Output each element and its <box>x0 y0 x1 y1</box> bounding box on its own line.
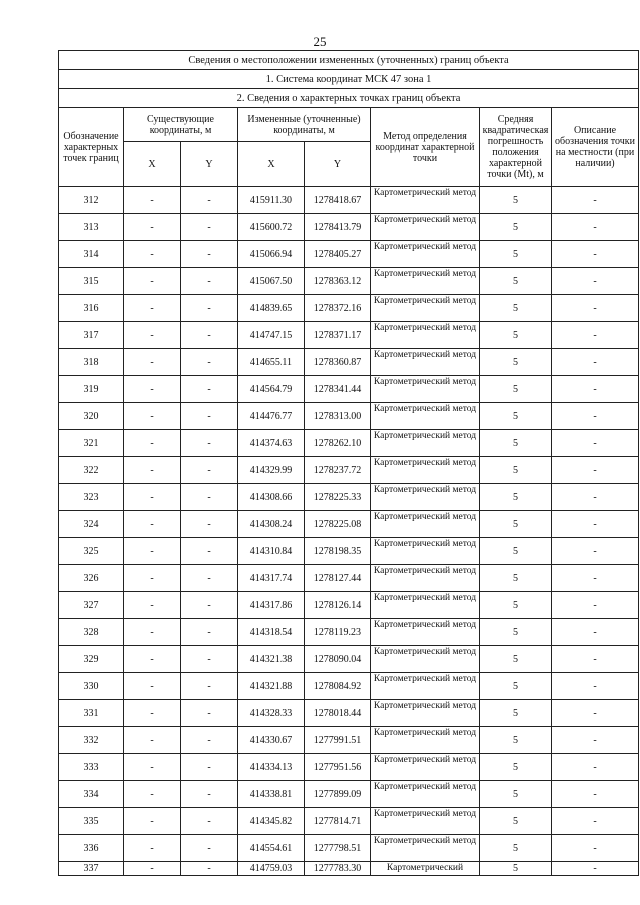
cell-description: - <box>552 808 639 835</box>
cell-description: - <box>552 619 639 646</box>
section-title: 2. Сведения о характерных точках границ объекта <box>59 89 639 108</box>
cell-point-id: 316 <box>59 295 124 322</box>
cell-mean-error: 5 <box>480 727 552 754</box>
cell-mean-error: 5 <box>480 565 552 592</box>
cell-point-id: 331 <box>59 700 124 727</box>
cell-existing-y: - <box>181 511 238 538</box>
table-row <box>59 619 639 646</box>
col-description-header: Описание обозначения точки на местности (при наличии) <box>552 108 639 187</box>
cell-method: Картометрический метод <box>371 484 480 511</box>
cell-existing-y: - <box>181 430 238 457</box>
table-row <box>59 808 639 835</box>
cell-existing-x: - <box>124 862 181 876</box>
cell-point-id: 322 <box>59 457 124 484</box>
cell-method: Картометрический метод <box>371 808 480 835</box>
table-row <box>59 862 639 876</box>
cell-description: - <box>552 214 639 241</box>
cell-description: - <box>552 592 639 619</box>
cell-point-id: 318 <box>59 349 124 376</box>
cell-changed-y: 1278198.35 <box>305 538 371 565</box>
table-row <box>59 241 639 268</box>
table-row <box>59 673 639 700</box>
cell-changed-x: 414330.67 <box>238 727 305 754</box>
cell-mean-error: 5 <box>480 376 552 403</box>
cell-method: Картометрический метод <box>371 565 480 592</box>
cell-mean-error: 5 <box>480 403 552 430</box>
cell-existing-y: - <box>181 403 238 430</box>
cell-point-id: 317 <box>59 322 124 349</box>
cell-existing-x: - <box>124 538 181 565</box>
cell-existing-x: - <box>124 781 181 808</box>
cell-changed-x: 414564.79 <box>238 376 305 403</box>
table-row <box>59 295 639 322</box>
cell-changed-y: 1278018.44 <box>305 700 371 727</box>
cell-existing-x: - <box>124 700 181 727</box>
cell-changed-y: 1278090.04 <box>305 646 371 673</box>
cell-existing-x: - <box>124 430 181 457</box>
cell-existing-x: - <box>124 349 181 376</box>
cell-changed-x: 414334.13 <box>238 754 305 781</box>
col-error-header: Средняя квадратическая погрешность положения характерной точки (Mt), м <box>480 108 552 187</box>
cell-mean-error: 5 <box>480 754 552 781</box>
cell-mean-error: 5 <box>480 700 552 727</box>
cell-existing-y: - <box>181 214 238 241</box>
cell-mean-error: 5 <box>480 295 552 322</box>
cell-existing-y: - <box>181 565 238 592</box>
cell-mean-error: 5 <box>480 592 552 619</box>
table-title: Сведения о местоположении измененных (уточненных) границ объекта <box>59 51 639 70</box>
col-existing-header: Существующие координаты, м <box>124 108 238 142</box>
cell-changed-x: 414317.86 <box>238 592 305 619</box>
col-designation-header: Обозначение характерных точек границ <box>59 108 124 187</box>
cell-mean-error: 5 <box>480 511 552 538</box>
cell-changed-y: 1278371.17 <box>305 322 371 349</box>
cell-method: Картометрический метод <box>371 295 480 322</box>
cell-mean-error: 5 <box>480 538 552 565</box>
cell-point-id: 324 <box>59 511 124 538</box>
cell-point-id: 332 <box>59 727 124 754</box>
cell-description: - <box>552 187 639 214</box>
cell-changed-x: 415067.50 <box>238 268 305 295</box>
cell-point-id: 313 <box>59 214 124 241</box>
col-method-header: Метод определения координат характерной точки <box>371 108 480 187</box>
cell-existing-x: - <box>124 592 181 619</box>
cell-point-id: 314 <box>59 241 124 268</box>
cell-changed-y: 1278126.14 <box>305 592 371 619</box>
cell-changed-x: 414655.11 <box>238 349 305 376</box>
cell-mean-error: 5 <box>480 808 552 835</box>
cell-method: Картометрический метод <box>371 376 480 403</box>
cell-existing-x: - <box>124 727 181 754</box>
cell-method: Картометрический метод <box>371 349 480 376</box>
cell-changed-y: 1278418.67 <box>305 187 371 214</box>
boundary-points-table <box>58 50 639 876</box>
table-row <box>59 187 639 214</box>
table-row <box>59 430 639 457</box>
cell-mean-error: 5 <box>480 241 552 268</box>
table-row <box>59 214 639 241</box>
cell-changed-y: 1278341.44 <box>305 376 371 403</box>
cell-mean-error: 5 <box>480 214 552 241</box>
cell-method: Картометрический метод <box>371 187 480 214</box>
cell-description: - <box>552 430 639 457</box>
cell-existing-x: - <box>124 673 181 700</box>
cell-existing-x: - <box>124 268 181 295</box>
table-row <box>59 349 639 376</box>
cell-method: Картометрический метод <box>371 268 480 295</box>
table-row <box>59 403 639 430</box>
cell-changed-x: 414328.33 <box>238 700 305 727</box>
cell-point-id: 319 <box>59 376 124 403</box>
table-row <box>59 727 639 754</box>
table-row <box>59 538 639 565</box>
table-row <box>59 565 639 592</box>
cell-existing-y: - <box>181 727 238 754</box>
cell-mean-error: 5 <box>480 349 552 376</box>
cell-method: Картометрический метод <box>371 403 480 430</box>
cell-existing-y: - <box>181 619 238 646</box>
cell-changed-x: 414308.24 <box>238 511 305 538</box>
table-row <box>59 322 639 349</box>
cell-existing-x: - <box>124 646 181 673</box>
cell-description: - <box>552 376 639 403</box>
cell-changed-y: 1278225.08 <box>305 511 371 538</box>
cell-changed-y: 1278225.33 <box>305 484 371 511</box>
cell-point-id: 327 <box>59 592 124 619</box>
cell-method: Картометрический метод <box>371 538 480 565</box>
cell-mean-error: 5 <box>480 646 552 673</box>
cell-mean-error: 5 <box>480 781 552 808</box>
cell-changed-x: 414374.63 <box>238 430 305 457</box>
cell-description: - <box>552 862 639 876</box>
cell-changed-x: 414476.77 <box>238 403 305 430</box>
cell-method: Картометрический метод <box>371 322 480 349</box>
cell-existing-y: - <box>181 673 238 700</box>
cell-existing-y: - <box>181 457 238 484</box>
cell-existing-y: - <box>181 781 238 808</box>
cell-point-id: 329 <box>59 646 124 673</box>
cell-point-id: 315 <box>59 268 124 295</box>
cell-existing-y: - <box>181 322 238 349</box>
cell-existing-x: - <box>124 484 181 511</box>
table-row <box>59 457 639 484</box>
cell-changed-y: 1277798.51 <box>305 835 371 862</box>
cell-changed-x: 414329.99 <box>238 457 305 484</box>
cell-mean-error: 5 <box>480 322 552 349</box>
cell-changed-y: 1278405.27 <box>305 241 371 268</box>
table-row <box>59 484 639 511</box>
cell-mean-error: 5 <box>480 457 552 484</box>
cell-method: Картометрический метод <box>371 511 480 538</box>
cell-existing-x: - <box>124 565 181 592</box>
cell-changed-y: 1278372.16 <box>305 295 371 322</box>
cell-description: - <box>552 835 639 862</box>
cell-point-id: 330 <box>59 673 124 700</box>
cell-existing-x: - <box>124 295 181 322</box>
cell-method: Картометрический метод <box>371 754 480 781</box>
col-changed-header: Измененные (уточненные) координаты, м <box>238 108 371 142</box>
table-row <box>59 268 639 295</box>
cell-description: - <box>552 565 639 592</box>
cell-changed-y: 1278237.72 <box>305 457 371 484</box>
cell-description: - <box>552 673 639 700</box>
cell-existing-x: - <box>124 376 181 403</box>
coordinate-system: 1. Система координат МСК 47 зона 1 <box>59 70 639 89</box>
cell-existing-y: - <box>181 835 238 862</box>
cell-method: Картометрический метод <box>371 241 480 268</box>
cell-existing-x: - <box>124 403 181 430</box>
cell-method: Картометрический метод <box>371 673 480 700</box>
cell-existing-y: - <box>181 592 238 619</box>
cell-point-id: 312 <box>59 187 124 214</box>
table-row <box>59 511 639 538</box>
cell-changed-y: 1277899.09 <box>305 781 371 808</box>
cell-mean-error: 5 <box>480 673 552 700</box>
cell-changed-x: 414317.74 <box>238 565 305 592</box>
cell-existing-y: - <box>181 484 238 511</box>
cell-existing-y: - <box>181 538 238 565</box>
cell-changed-y: 1278313.00 <box>305 403 371 430</box>
cell-changed-x: 414318.54 <box>238 619 305 646</box>
cell-description: - <box>552 295 639 322</box>
cell-existing-x: - <box>124 322 181 349</box>
cell-existing-x: - <box>124 457 181 484</box>
cell-existing-x: - <box>124 187 181 214</box>
cell-existing-x: - <box>124 835 181 862</box>
cell-changed-x: 414308.66 <box>238 484 305 511</box>
cell-method: Картометрический метод <box>371 835 480 862</box>
cell-description: - <box>552 646 639 673</box>
table-row <box>59 700 639 727</box>
cell-changed-x: 414554.61 <box>238 835 305 862</box>
cell-existing-y: - <box>181 376 238 403</box>
cell-method: Картометрический метод <box>371 457 480 484</box>
cell-description: - <box>552 511 639 538</box>
cell-point-id: 335 <box>59 808 124 835</box>
cell-method: Картометрический метод <box>371 592 480 619</box>
cell-changed-y: 1278127.44 <box>305 565 371 592</box>
cell-changed-x: 414345.82 <box>238 808 305 835</box>
cell-method: Картометрический метод <box>371 430 480 457</box>
cell-changed-x: 415600.72 <box>238 214 305 241</box>
cell-point-id: 326 <box>59 565 124 592</box>
cell-description: - <box>552 727 639 754</box>
cell-mean-error: 5 <box>480 268 552 295</box>
cell-description: - <box>552 700 639 727</box>
cell-existing-y: - <box>181 808 238 835</box>
cell-existing-y: - <box>181 754 238 781</box>
cell-point-id: 325 <box>59 538 124 565</box>
table-row <box>59 592 639 619</box>
cell-description: - <box>552 538 639 565</box>
cell-existing-y: - <box>181 349 238 376</box>
cell-existing-x: - <box>124 619 181 646</box>
sub-header-y-changed: Y <box>305 142 371 187</box>
cell-changed-y: 1278363.12 <box>305 268 371 295</box>
cell-existing-x: - <box>124 754 181 781</box>
cell-existing-y: - <box>181 862 238 876</box>
cell-changed-y: 1277783.30 <box>305 862 371 876</box>
cell-existing-y: - <box>181 187 238 214</box>
sub-header-x-existing: X <box>124 142 181 187</box>
table-row <box>59 835 639 862</box>
cell-changed-x: 414338.81 <box>238 781 305 808</box>
cell-existing-x: - <box>124 808 181 835</box>
cell-method: Картометрический <box>371 862 480 876</box>
sub-header-x-changed: X <box>238 142 305 187</box>
cell-mean-error: 5 <box>480 187 552 214</box>
cell-mean-error: 5 <box>480 619 552 646</box>
cell-description: - <box>552 484 639 511</box>
cell-description: - <box>552 781 639 808</box>
cell-method: Картометрический метод <box>371 646 480 673</box>
cell-existing-x: - <box>124 241 181 268</box>
cell-description: - <box>552 322 639 349</box>
cell-changed-y: 1277951.56 <box>305 754 371 781</box>
cell-changed-x: 414310.84 <box>238 538 305 565</box>
cell-changed-x: 414321.38 <box>238 646 305 673</box>
table-row <box>59 754 639 781</box>
cell-changed-y: 1278413.79 <box>305 214 371 241</box>
cell-existing-y: - <box>181 700 238 727</box>
table-row <box>59 646 639 673</box>
cell-point-id: 334 <box>59 781 124 808</box>
cell-mean-error: 5 <box>480 835 552 862</box>
cell-changed-y: 1278262.10 <box>305 430 371 457</box>
cell-method: Картометрический метод <box>371 700 480 727</box>
cell-point-id: 320 <box>59 403 124 430</box>
cell-existing-y: - <box>181 295 238 322</box>
cell-description: - <box>552 349 639 376</box>
cell-description: - <box>552 457 639 484</box>
cell-method: Картометрический метод <box>371 619 480 646</box>
cell-point-id: 336 <box>59 835 124 862</box>
cell-changed-y: 1278119.23 <box>305 619 371 646</box>
cell-changed-x: 414321.88 <box>238 673 305 700</box>
cell-changed-y: 1277991.51 <box>305 727 371 754</box>
cell-mean-error: 5 <box>480 484 552 511</box>
cell-description: - <box>552 403 639 430</box>
cell-method: Картометрический метод <box>371 781 480 808</box>
cell-changed-y: 1278360.87 <box>305 349 371 376</box>
cell-existing-x: - <box>124 511 181 538</box>
cell-changed-x: 414839.65 <box>238 295 305 322</box>
cell-point-id: 323 <box>59 484 124 511</box>
table-row <box>59 376 639 403</box>
cell-mean-error: 5 <box>480 430 552 457</box>
page-number: 25 <box>313 34 327 49</box>
cell-existing-x: - <box>124 214 181 241</box>
cell-changed-y: 1277814.71 <box>305 808 371 835</box>
table-row <box>59 781 639 808</box>
cell-point-id: 333 <box>59 754 124 781</box>
cell-point-id: 328 <box>59 619 124 646</box>
cell-point-id: 337 <box>59 862 124 876</box>
sub-header-y-existing: Y <box>181 142 238 187</box>
cell-description: - <box>552 241 639 268</box>
cell-changed-y: 1278084.92 <box>305 673 371 700</box>
cell-method: Картометрический метод <box>371 214 480 241</box>
cell-existing-y: - <box>181 241 238 268</box>
cell-changed-x: 415066.94 <box>238 241 305 268</box>
cell-changed-x: 414759.03 <box>238 862 305 876</box>
cell-description: - <box>552 754 639 781</box>
cell-description: - <box>552 268 639 295</box>
cell-mean-error: 5 <box>480 862 552 876</box>
cell-changed-x: 415911.30 <box>238 187 305 214</box>
cell-method: Картометрический метод <box>371 727 480 754</box>
cell-existing-y: - <box>181 268 238 295</box>
cell-changed-x: 414747.15 <box>238 322 305 349</box>
cell-point-id: 321 <box>59 430 124 457</box>
cell-existing-y: - <box>181 646 238 673</box>
